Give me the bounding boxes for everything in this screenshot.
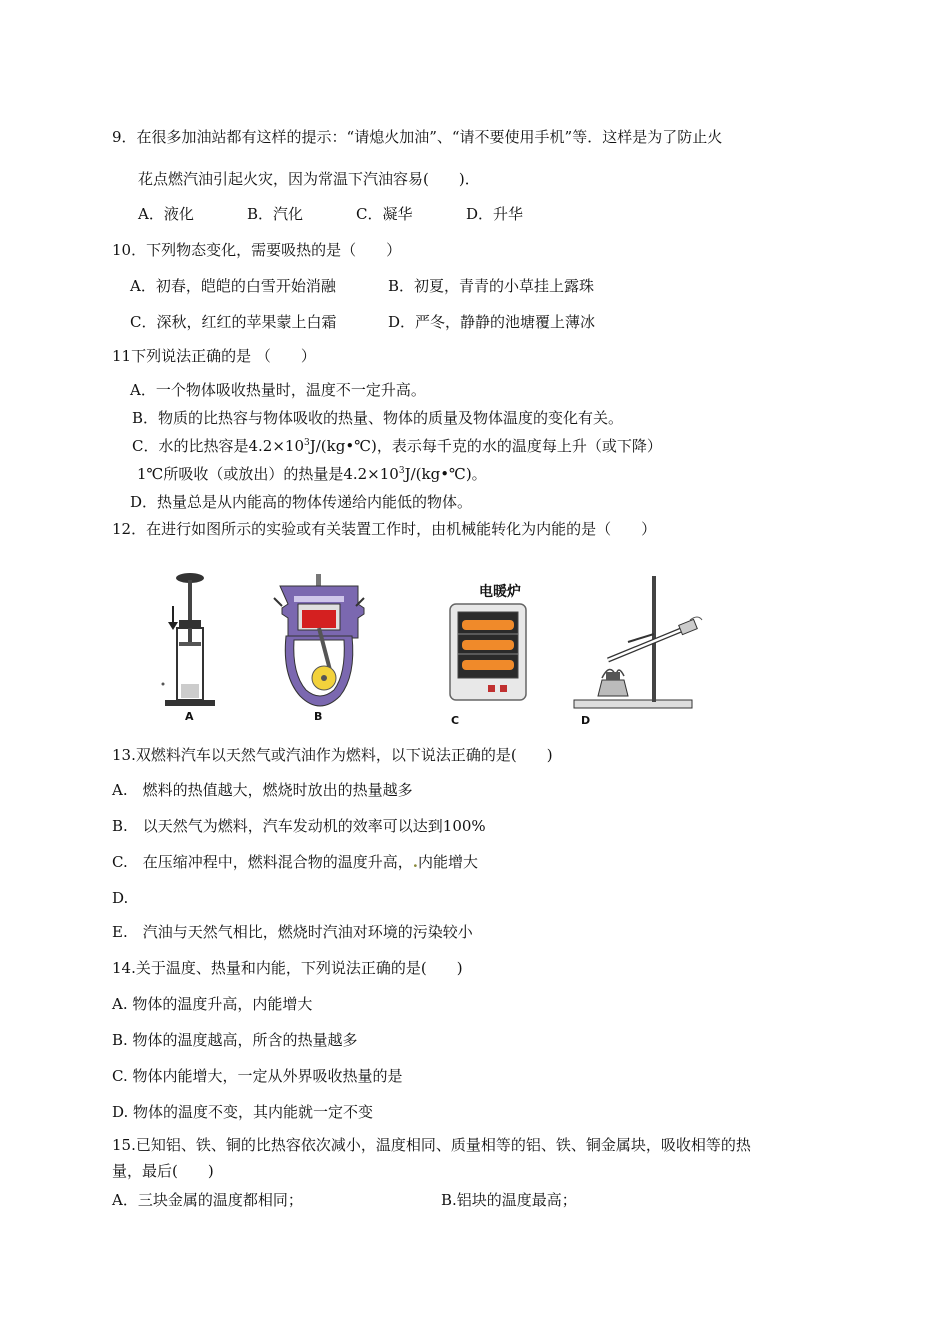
figure-d-test-tube-heating	[568, 574, 718, 714]
figure-c-electric-heater	[448, 602, 528, 704]
q13-stem: 13.双燃料汽车以天然气或汽油作为燃料，以下说法正确的是( )	[112, 746, 553, 764]
q9-option-a: A．液化	[138, 205, 194, 223]
q12-stem: 12．在进行如图所示的实验或有关装置工作时，由机械能转化为内能的是（ ）	[112, 520, 657, 538]
q9-option-b: B．汽化	[247, 205, 304, 223]
q13-option-a: A. 燃料的热值越大，燃烧时放出的热量越多	[112, 781, 413, 799]
q14-option-d: D. 物体的温度不变，其内能就一定不变	[112, 1103, 374, 1121]
q11-c1-unit: J/(kg•℃)，表示每千克的水的温度每上升（或下降）	[309, 437, 662, 455]
q10-option-b: B．初夏，青青的小草挂上露珠	[388, 277, 595, 295]
q11-c2-exponent: 3	[398, 466, 405, 476]
q11-stem: 11下列说法正确的是 （ ）	[112, 347, 316, 365]
q13-c-text: C. 在压缩冲程中，燃料混合物的温度升高，	[112, 853, 413, 871]
q10-stem: 10．下列物态变化，需要吸热的是（ ）	[112, 241, 402, 259]
q11-option-a: A．一个物体吸收热量时，温度不一定升高。	[130, 381, 426, 399]
q15-stem-line2: 量，最后( )	[112, 1162, 214, 1180]
q10-option-c: C．深秋，红红的苹果蒙上白霜	[130, 313, 337, 331]
figure-a-compression-syringe	[155, 572, 225, 722]
q11-option-d: D．热量总是从内能高的物体传递给内能低的物体。	[130, 493, 473, 511]
q11-option-c-line1	[132, 436, 662, 456]
q10-option-a: A．初春，皑皑的白雪开始消融	[130, 277, 336, 295]
q9-stem-line2: 花点燃汽油引起火灾，因为常温下汽油容易( )．	[138, 170, 480, 188]
q9-stem-line1: 9．在很多加油站都有这样的提示：“请熄火加油”、“请不要使用手机”等．这样是为了防止火	[112, 128, 723, 146]
heater-label: 电暖炉	[479, 584, 521, 600]
q11-c1-exponent: 3	[304, 438, 310, 448]
figure-b-label: B	[314, 710, 323, 723]
q14-option-c: C. 物体内能增大，一定从外界吸收热量的是	[112, 1067, 403, 1085]
q10-option-d: D．严冬，静静的池塘覆上薄冰	[388, 313, 596, 331]
q9-option-c: C．凝华	[356, 205, 413, 223]
q11-c1-text: C．水的比热容是4.2×10	[132, 437, 304, 455]
figure-b-engine-cylinder	[272, 574, 367, 720]
q13-option-c	[112, 852, 478, 872]
figure-a-label: A	[185, 710, 194, 723]
figure-c-label: C	[451, 714, 460, 727]
q11-c2-unit: J/(kg•℃)。	[404, 465, 487, 483]
figure-d-label: D	[581, 714, 591, 727]
q14-option-a: A. 物体的温度升高，内能增大	[112, 995, 313, 1013]
q11-option-c-line2	[137, 464, 487, 484]
q13-c-mark: .	[412, 853, 418, 871]
q13-option-e: E. 汽油与天然气相比，燃烧时汽油对环境的污染较小	[112, 923, 473, 941]
q13-c-tail: 内能增大	[417, 853, 478, 871]
q15-option-b: B.铝块的温度最高；	[441, 1191, 577, 1209]
q13-option-b: B. 以天然气为燃料，汽车发动机的效率可以达到100%	[112, 817, 486, 835]
q9-option-d: D．升华	[466, 205, 524, 223]
q14-stem: 14.关于温度、热量和内能，下列说法正确的是( )	[112, 959, 463, 977]
q11-option-b: B．物质的比热容与物体吸收的热量、物体的质量及物体温度的变化有关。	[132, 409, 624, 427]
q15-option-a: A．三块金属的温度都相同；	[112, 1191, 303, 1209]
q11-c2-text: 1℃所吸收（或放出）的热量是4.2×10	[137, 465, 399, 483]
q13-option-d: D.	[112, 889, 129, 907]
q14-option-b: B. 物体的温度越高，所含的热量越多	[112, 1031, 358, 1049]
q15-stem-line1: 15.已知铝、铁、铜的比热容依次减小，温度相同、质量相等的铝、铁、铜金属块，吸收相等的热	[112, 1136, 751, 1154]
